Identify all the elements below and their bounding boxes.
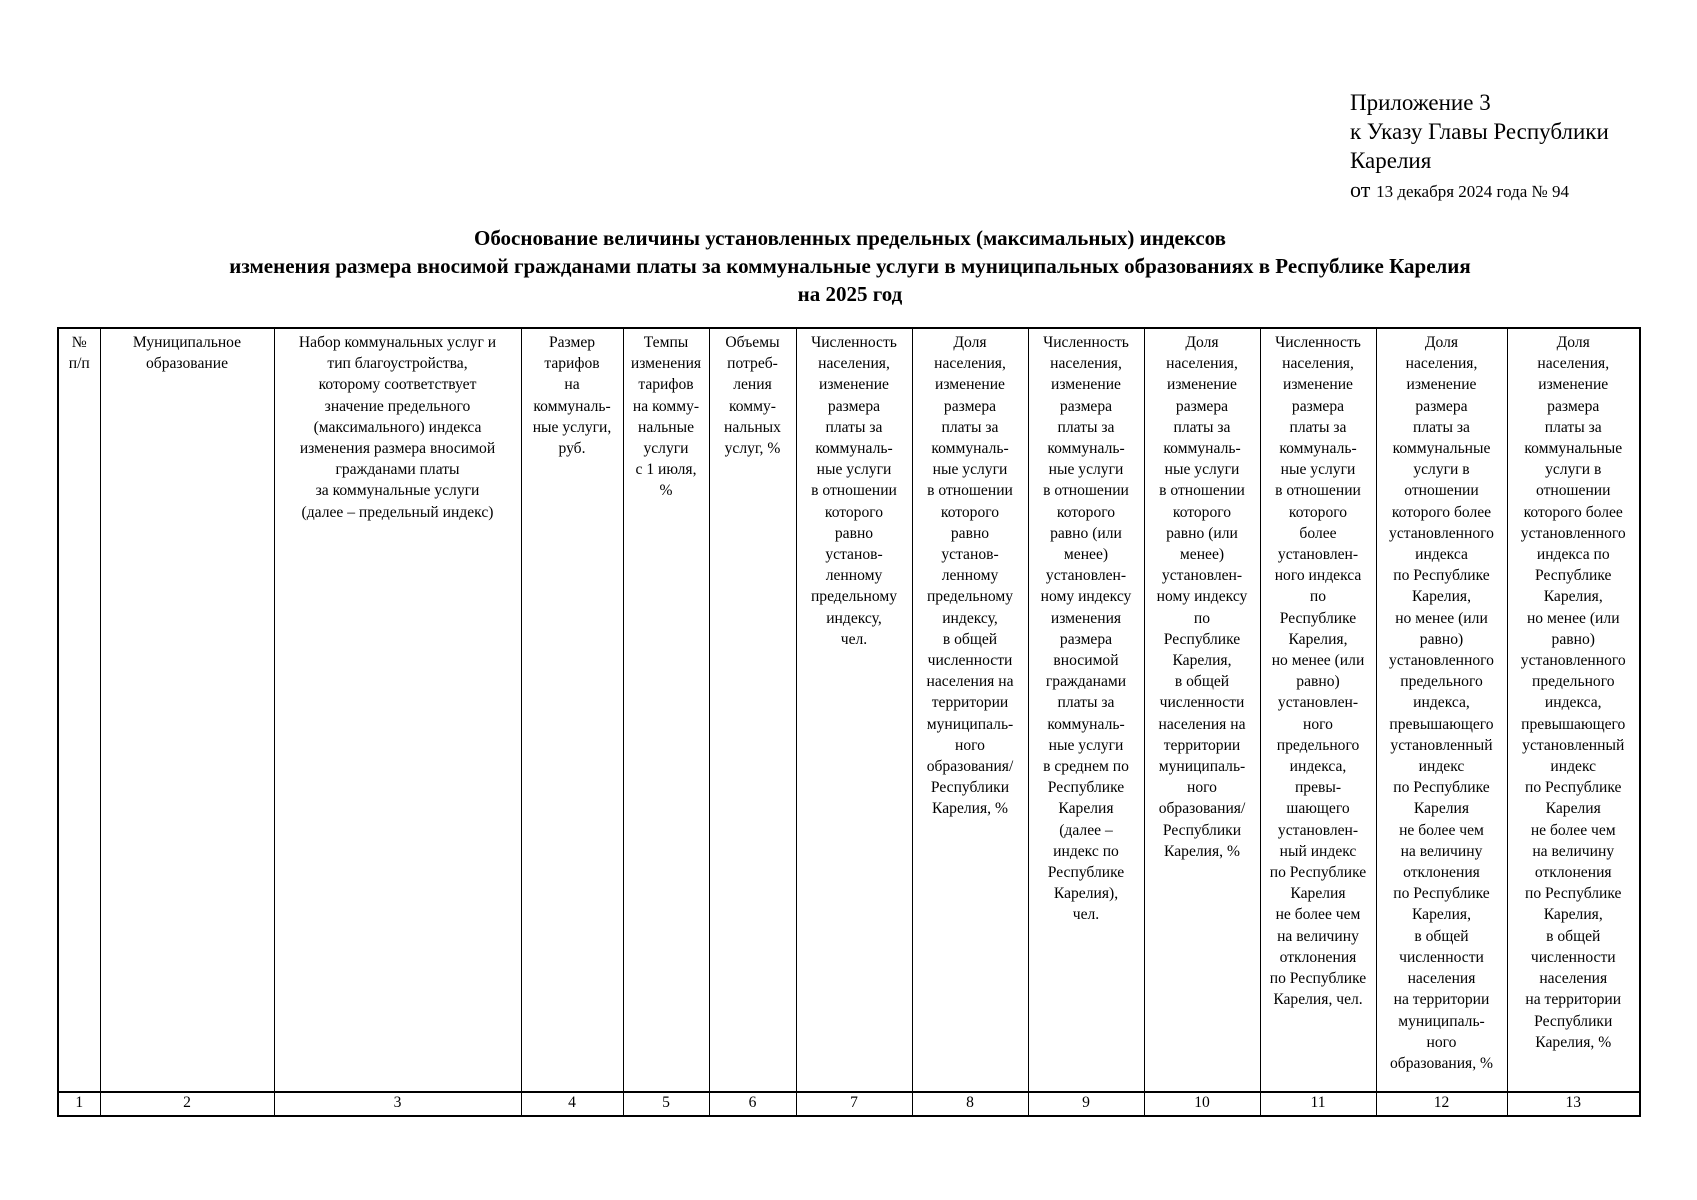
appendix-date-line bbox=[1350, 175, 1609, 206]
column-header-line: Карелия, bbox=[1543, 588, 1603, 606]
title-line-2: изменения размера вносимой гражданами платы за коммунальные услуги в муниципальных образованиях в Республике Карелия bbox=[229, 254, 1471, 278]
column-header-8 bbox=[912, 328, 1028, 1092]
column-header-line: платы за bbox=[1413, 418, 1470, 436]
column-header-line: ного bbox=[1426, 1033, 1457, 1051]
column-header-line: установленного bbox=[1389, 524, 1494, 542]
column-header-line: Карелия bbox=[1058, 800, 1114, 818]
column-header-9 bbox=[1028, 328, 1144, 1092]
column-header-line: нальные bbox=[637, 418, 695, 436]
column-header-line: менее) bbox=[1063, 546, 1109, 564]
column-header-line: платы за bbox=[1289, 418, 1347, 436]
column-header-line: нальных bbox=[724, 418, 781, 436]
column-header-line: равно (или bbox=[1050, 524, 1122, 542]
column-header-line: ные услуги bbox=[1164, 461, 1240, 479]
column-number-cell: 5 bbox=[623, 1092, 709, 1116]
column-header-line: коммуналь- bbox=[931, 440, 1009, 458]
column-header-11 bbox=[1260, 328, 1376, 1092]
column-header-line: услуг, % bbox=[724, 440, 781, 458]
column-header-line: на bbox=[564, 376, 580, 394]
column-header-line: индекса, bbox=[1289, 758, 1347, 776]
column-header-line: по bbox=[1193, 609, 1211, 627]
column-header-line: в среднем по bbox=[1043, 758, 1129, 776]
column-header-line: изменения bbox=[630, 355, 702, 373]
column-header-line: Темпы bbox=[643, 334, 689, 351]
column-header-line: равно bbox=[834, 524, 874, 542]
column-header-line: ного bbox=[955, 736, 985, 754]
column-header-line: не более чем bbox=[1275, 906, 1361, 924]
column-header-line: изменения размера вносимой bbox=[299, 440, 496, 458]
column-header-line: Карелия, bbox=[1411, 906, 1472, 924]
column-header-line: платы за bbox=[1057, 418, 1115, 436]
column-header-line: Республике bbox=[1535, 567, 1612, 585]
column-header-line: тип благоустройства, bbox=[327, 355, 468, 373]
appendix-ot: от bbox=[1350, 177, 1371, 202]
column-header-line: Республике bbox=[1279, 609, 1357, 627]
column-header-line: ленному bbox=[825, 567, 883, 585]
column-header-line: коммунальные bbox=[1524, 440, 1623, 458]
column-header-line: установленный bbox=[1390, 736, 1493, 754]
column-header-line: (далее – bbox=[1059, 821, 1113, 839]
appendix-date-number: 13 декабря 2024 года № 94 bbox=[1376, 182, 1570, 201]
column-header-line: гражданами платы bbox=[335, 461, 460, 479]
column-header-line: услуги в bbox=[1413, 461, 1470, 479]
column-header-line: % bbox=[659, 482, 673, 500]
column-header-line: Численность bbox=[1275, 334, 1361, 351]
column-header-line: равно (или bbox=[1166, 524, 1238, 542]
index-justification-table bbox=[57, 327, 1641, 1117]
column-header-3 bbox=[274, 328, 521, 1092]
column-header-line: Карелия, bbox=[1172, 652, 1232, 670]
column-header-line: населения, bbox=[1405, 355, 1478, 373]
column-header-line: установленного bbox=[1520, 652, 1626, 670]
column-header-line: тарифов bbox=[638, 376, 694, 394]
column-header-line: размера bbox=[943, 397, 997, 415]
column-header-line: гражданами bbox=[1045, 673, 1127, 691]
column-header-line: не более чем bbox=[1530, 821, 1616, 839]
column-header-line: но менее (или bbox=[1395, 609, 1488, 627]
column-header-line: Доля bbox=[953, 334, 987, 351]
column-header-line: Республике bbox=[1047, 864, 1125, 882]
column-header-line: отклонения bbox=[1403, 864, 1480, 882]
column-header-line: размера bbox=[827, 397, 881, 415]
column-header-line: ного bbox=[1187, 779, 1217, 797]
column-header-7 bbox=[796, 328, 912, 1092]
column-header-line: коммуналь- bbox=[1279, 440, 1357, 458]
column-header-line: Карелия, % bbox=[932, 800, 1008, 818]
column-header-line: которого более bbox=[1391, 503, 1492, 521]
column-header-line: населения, bbox=[1050, 355, 1122, 373]
column-header-line: комму- bbox=[728, 397, 776, 415]
column-header-line: платы за bbox=[1173, 418, 1231, 436]
column-header-line: установленного bbox=[1520, 524, 1626, 542]
column-header-line: (максимального) индекса bbox=[313, 418, 482, 436]
column-header-line: на величину bbox=[1277, 927, 1359, 945]
appendix-region: Карелия bbox=[1350, 148, 1432, 173]
column-header-line: изменение bbox=[1051, 376, 1121, 394]
column-header-line: населения bbox=[1407, 970, 1476, 988]
column-header-line: коммуналь- bbox=[1163, 440, 1241, 458]
column-header-line: в общей bbox=[1414, 927, 1469, 945]
column-number-cell: 1 bbox=[58, 1092, 100, 1116]
column-header-line: Карелия, bbox=[1543, 906, 1603, 924]
column-header-line: размера bbox=[1291, 397, 1345, 415]
column-header-line: изменение bbox=[935, 376, 1005, 394]
column-header-line: населения на bbox=[926, 673, 1014, 691]
column-header-line: платы за bbox=[825, 418, 883, 436]
column-header-line: но менее (или bbox=[1271, 652, 1365, 670]
column-header-line: в отношении bbox=[1275, 482, 1361, 500]
column-header-line: ные услуги bbox=[816, 461, 892, 479]
column-number-cell: 10 bbox=[1144, 1092, 1260, 1116]
column-header-line: отношении bbox=[1535, 482, 1611, 500]
column-header-line: в отношении bbox=[927, 482, 1013, 500]
column-number-cell: 6 bbox=[709, 1092, 796, 1116]
column-number-cell: 4 bbox=[521, 1092, 623, 1116]
column-header-line: коммуналь- bbox=[533, 397, 611, 415]
column-header-line: Доля bbox=[1424, 334, 1459, 351]
column-header-line: коммуналь- bbox=[1047, 440, 1125, 458]
column-header-line: установ- bbox=[941, 546, 999, 564]
column-header-12 bbox=[1376, 328, 1507, 1092]
column-header-line: ному индексу bbox=[1040, 588, 1132, 606]
column-header-line: установ- bbox=[825, 546, 883, 564]
column-number-cell: 12 bbox=[1376, 1092, 1507, 1116]
column-number-cell: 9 bbox=[1028, 1092, 1144, 1116]
column-header-line: на величину bbox=[1400, 842, 1483, 860]
column-header-line: на территории bbox=[1525, 991, 1622, 1009]
column-header-line: в отношении bbox=[811, 482, 897, 500]
column-header-line: индекс bbox=[1418, 758, 1465, 776]
column-header-line: изменение bbox=[1406, 376, 1477, 394]
column-header-line: ные услуги bbox=[1048, 461, 1124, 479]
column-header-line: Численность bbox=[811, 334, 897, 351]
column-header-13 bbox=[1507, 328, 1640, 1092]
column-header-line: Карелия bbox=[1545, 800, 1601, 818]
column-header-line: изменение bbox=[1167, 376, 1237, 394]
column-header-line: не более чем bbox=[1399, 821, 1484, 839]
column-header-line: Муниципальное bbox=[132, 334, 242, 351]
column-header-line: потреб- bbox=[727, 355, 778, 373]
appendix-block bbox=[1350, 88, 1609, 206]
column-header-line: по Республике bbox=[1393, 885, 1490, 903]
column-header-line: которого bbox=[1172, 503, 1232, 521]
column-header-line: размера bbox=[1059, 397, 1113, 415]
column-header-4 bbox=[521, 328, 623, 1092]
column-header-line: ного индекса bbox=[1274, 567, 1362, 585]
column-header-line: вносимой bbox=[1053, 652, 1119, 670]
column-header-5 bbox=[623, 328, 709, 1092]
title-line-3: на 2025 год bbox=[797, 282, 903, 306]
column-header-line: предельному bbox=[926, 588, 1014, 606]
column-header-line: изменения bbox=[1050, 609, 1122, 627]
column-header-line: в отношении bbox=[1043, 482, 1129, 500]
column-header-line: Карелия, чел. bbox=[1273, 991, 1363, 1009]
column-header-line: изменение bbox=[819, 376, 889, 394]
column-header-line: по Республике bbox=[1525, 779, 1622, 797]
column-header-line: муниципаль- bbox=[1158, 758, 1246, 776]
column-header-line: превы- bbox=[1294, 779, 1342, 797]
column-header-line: установлен- bbox=[1161, 567, 1243, 585]
column-header-line: численности bbox=[1399, 948, 1484, 966]
column-header-line: по Республике bbox=[1393, 779, 1490, 797]
column-header-2 bbox=[100, 328, 274, 1092]
column-header-line: предельного bbox=[1400, 673, 1483, 691]
column-header-6 bbox=[709, 328, 796, 1092]
column-header-line: размера bbox=[1175, 397, 1229, 415]
column-header-line: Республики bbox=[930, 779, 1010, 797]
column-header-line: в общей bbox=[942, 630, 998, 648]
column-header-line: в общей bbox=[1546, 927, 1601, 945]
column-header-line: за коммунальные услуги bbox=[315, 482, 480, 500]
document-title bbox=[100, 224, 1600, 308]
column-header-line: образования/ bbox=[1158, 800, 1246, 818]
column-header-line: территории bbox=[1163, 736, 1241, 754]
column-header-line: предельному bbox=[810, 588, 898, 606]
column-header-line: населения, bbox=[934, 355, 1006, 373]
column-header-line: образования, % bbox=[1389, 1054, 1494, 1072]
column-header-line: Объемы bbox=[725, 334, 780, 351]
column-header-line: индекса bbox=[1415, 546, 1468, 564]
column-header-1 bbox=[58, 328, 100, 1092]
column-header-line: которого bbox=[1288, 503, 1348, 521]
column-header-line: которого bbox=[824, 503, 884, 521]
column-header-line: размера bbox=[1547, 397, 1600, 415]
column-header-line: установлен- bbox=[1277, 821, 1359, 839]
column-header-line: Численность bbox=[1043, 334, 1129, 351]
column-header-line: коммуналь- bbox=[815, 440, 893, 458]
column-header-line: ные услуги, bbox=[532, 418, 612, 436]
column-header-line: чел. bbox=[840, 630, 868, 648]
column-header-line: по Республике bbox=[1393, 567, 1490, 585]
table-header-row bbox=[58, 328, 1640, 1092]
column-header-line: более bbox=[1299, 524, 1337, 542]
column-header-line: ные услуги bbox=[1280, 461, 1356, 479]
column-header-line: установлен- bbox=[1045, 567, 1127, 585]
column-header-line: предельного bbox=[1276, 736, 1360, 754]
column-header-line: п/п bbox=[68, 355, 90, 373]
column-header-line: ный индекс bbox=[1279, 842, 1357, 860]
column-header-line: в отношении bbox=[1159, 482, 1245, 500]
column-header-line: чел. bbox=[1072, 906, 1100, 924]
column-header-line: Республики bbox=[1162, 821, 1242, 839]
column-header-line: Доля bbox=[1185, 334, 1219, 351]
column-header-line: услуги в bbox=[1545, 461, 1602, 479]
column-header-line: ные услуги bbox=[1048, 736, 1124, 754]
column-header-line: отклонения bbox=[1534, 864, 1612, 882]
column-header-line: значение предельного bbox=[324, 397, 471, 415]
appendix-decree: к Указу Главы Республики bbox=[1350, 119, 1609, 144]
column-header-line: размера bbox=[1415, 397, 1468, 415]
column-header-line: Карелия bbox=[1290, 885, 1346, 903]
column-header-line: с 1 июля, bbox=[635, 461, 697, 479]
column-header-line: по Республике bbox=[1525, 885, 1622, 903]
column-header-line: населения, bbox=[1537, 355, 1610, 373]
column-header-line: превышающего bbox=[1521, 715, 1626, 733]
column-header-line: ному индексу bbox=[1156, 588, 1248, 606]
column-header-line: Доля bbox=[1556, 334, 1590, 351]
column-header-line: по bbox=[1309, 588, 1327, 606]
column-header-line: но менее (или bbox=[1526, 609, 1620, 627]
column-header-line: населения, bbox=[1166, 355, 1238, 373]
column-header-line: платы за bbox=[941, 418, 999, 436]
column-header-line: численности bbox=[1159, 694, 1245, 712]
column-header-line: изменение bbox=[1283, 376, 1353, 394]
column-header-line: которого bbox=[940, 503, 1000, 521]
column-header-line: которого bbox=[1056, 503, 1116, 521]
column-header-line: Размер bbox=[548, 334, 596, 351]
column-header-line: индексу, bbox=[942, 609, 998, 627]
column-number-cell: 2 bbox=[100, 1092, 274, 1116]
column-header-line: индекса, bbox=[1544, 694, 1602, 712]
column-header-line: установлен- bbox=[1277, 694, 1359, 712]
column-header-line: Карелия, % bbox=[1535, 1033, 1612, 1051]
column-header-line: Карелия bbox=[1413, 800, 1470, 818]
column-number-cell: 13 bbox=[1507, 1092, 1640, 1116]
appendix-title: Приложение 3 bbox=[1350, 90, 1491, 115]
column-header-line: предельного bbox=[1531, 673, 1615, 691]
column-header-line: размера bbox=[1059, 630, 1113, 648]
column-header-line: индексу, bbox=[826, 609, 882, 627]
column-header-line: на территории bbox=[1393, 991, 1490, 1009]
column-header-line: ные услуги bbox=[932, 461, 1008, 479]
column-header-line: № bbox=[71, 334, 87, 351]
column-header-line: установленного bbox=[1389, 652, 1494, 670]
column-header-line: Республики bbox=[1534, 1012, 1613, 1030]
column-header-line: шающего bbox=[1286, 800, 1350, 818]
column-header-line: равно) bbox=[1296, 673, 1340, 691]
column-header-line: превышающего bbox=[1389, 715, 1494, 733]
column-header-line: услуги bbox=[643, 440, 689, 458]
column-header-line: Карелия), bbox=[1053, 885, 1119, 903]
column-header-line: установлен- bbox=[1277, 546, 1359, 564]
column-header-line: Карелия, % bbox=[1164, 842, 1240, 860]
column-header-line: которому соответствует bbox=[318, 376, 477, 394]
column-header-line: в общей bbox=[1174, 673, 1230, 691]
column-header-line: изменение bbox=[1538, 376, 1609, 394]
column-header-line: ления bbox=[733, 376, 772, 394]
column-header-line: платы за bbox=[1544, 418, 1602, 436]
column-header-line: которого более bbox=[1523, 503, 1623, 521]
column-header-line: на комму- bbox=[632, 397, 700, 415]
column-header-line: коммуналь- bbox=[1047, 715, 1125, 733]
column-header-line: индекс по bbox=[1053, 842, 1119, 860]
title-line-1: Обоснование величины установленных предельных (максимальных) индексов bbox=[473, 226, 1226, 250]
column-number-cell: 7 bbox=[796, 1092, 912, 1116]
column-header-line: отклонения bbox=[1279, 948, 1357, 966]
column-header-line: индекса, bbox=[1413, 694, 1470, 712]
column-header-line: установленный bbox=[1522, 736, 1625, 754]
column-header-line: Карелия, bbox=[1288, 630, 1348, 648]
column-header-line: (далее – предельный индекс) bbox=[301, 503, 494, 521]
column-header-line: на величину bbox=[1532, 842, 1615, 860]
column-number-cell: 8 bbox=[912, 1092, 1028, 1116]
column-header-line: равно) bbox=[1419, 630, 1464, 648]
column-header-10 bbox=[1144, 328, 1260, 1092]
column-header-line: ленному bbox=[941, 567, 999, 585]
column-header-line: Республике bbox=[1163, 630, 1241, 648]
column-header-line: Карелия, bbox=[1411, 588, 1472, 606]
column-header-line: численности bbox=[927, 652, 1013, 670]
column-header-line: равно bbox=[950, 524, 990, 542]
column-number-cell: 3 bbox=[274, 1092, 521, 1116]
column-header-line: населения, bbox=[818, 355, 890, 373]
column-header-line: индекса по bbox=[1536, 546, 1610, 564]
column-header-line: равно) bbox=[1551, 630, 1595, 648]
column-header-line: численности bbox=[1530, 948, 1616, 966]
column-header-line: образования/ bbox=[926, 758, 1014, 776]
column-header-line: коммунальные bbox=[1392, 440, 1491, 458]
column-header-line: менее) bbox=[1179, 546, 1225, 564]
column-number-cell: 11 bbox=[1260, 1092, 1376, 1116]
column-header-line: муниципаль- bbox=[1398, 1012, 1485, 1030]
column-header-line: территории bbox=[931, 694, 1009, 712]
column-header-line: тарифов bbox=[544, 355, 600, 373]
column-header-line: платы за bbox=[1057, 694, 1115, 712]
column-header-line: населения на bbox=[1158, 715, 1246, 733]
column-header-line: населения, bbox=[1282, 355, 1354, 373]
column-number-row bbox=[58, 1092, 1640, 1116]
column-header-line: по Республике bbox=[1269, 970, 1367, 988]
column-header-line: Республике bbox=[1047, 779, 1125, 797]
column-header-line: руб. bbox=[558, 440, 586, 458]
column-header-line: населения bbox=[1539, 970, 1608, 988]
column-header-line: Набор коммунальных услуг и bbox=[298, 334, 497, 351]
column-header-line: отношении bbox=[1404, 482, 1479, 500]
column-header-line: индекс bbox=[1550, 758, 1597, 776]
column-header-line: муниципаль- bbox=[926, 715, 1014, 733]
column-header-line: по Республике bbox=[1269, 864, 1367, 882]
column-header-line: ного bbox=[1303, 715, 1333, 733]
column-header-line: образование bbox=[145, 355, 228, 373]
